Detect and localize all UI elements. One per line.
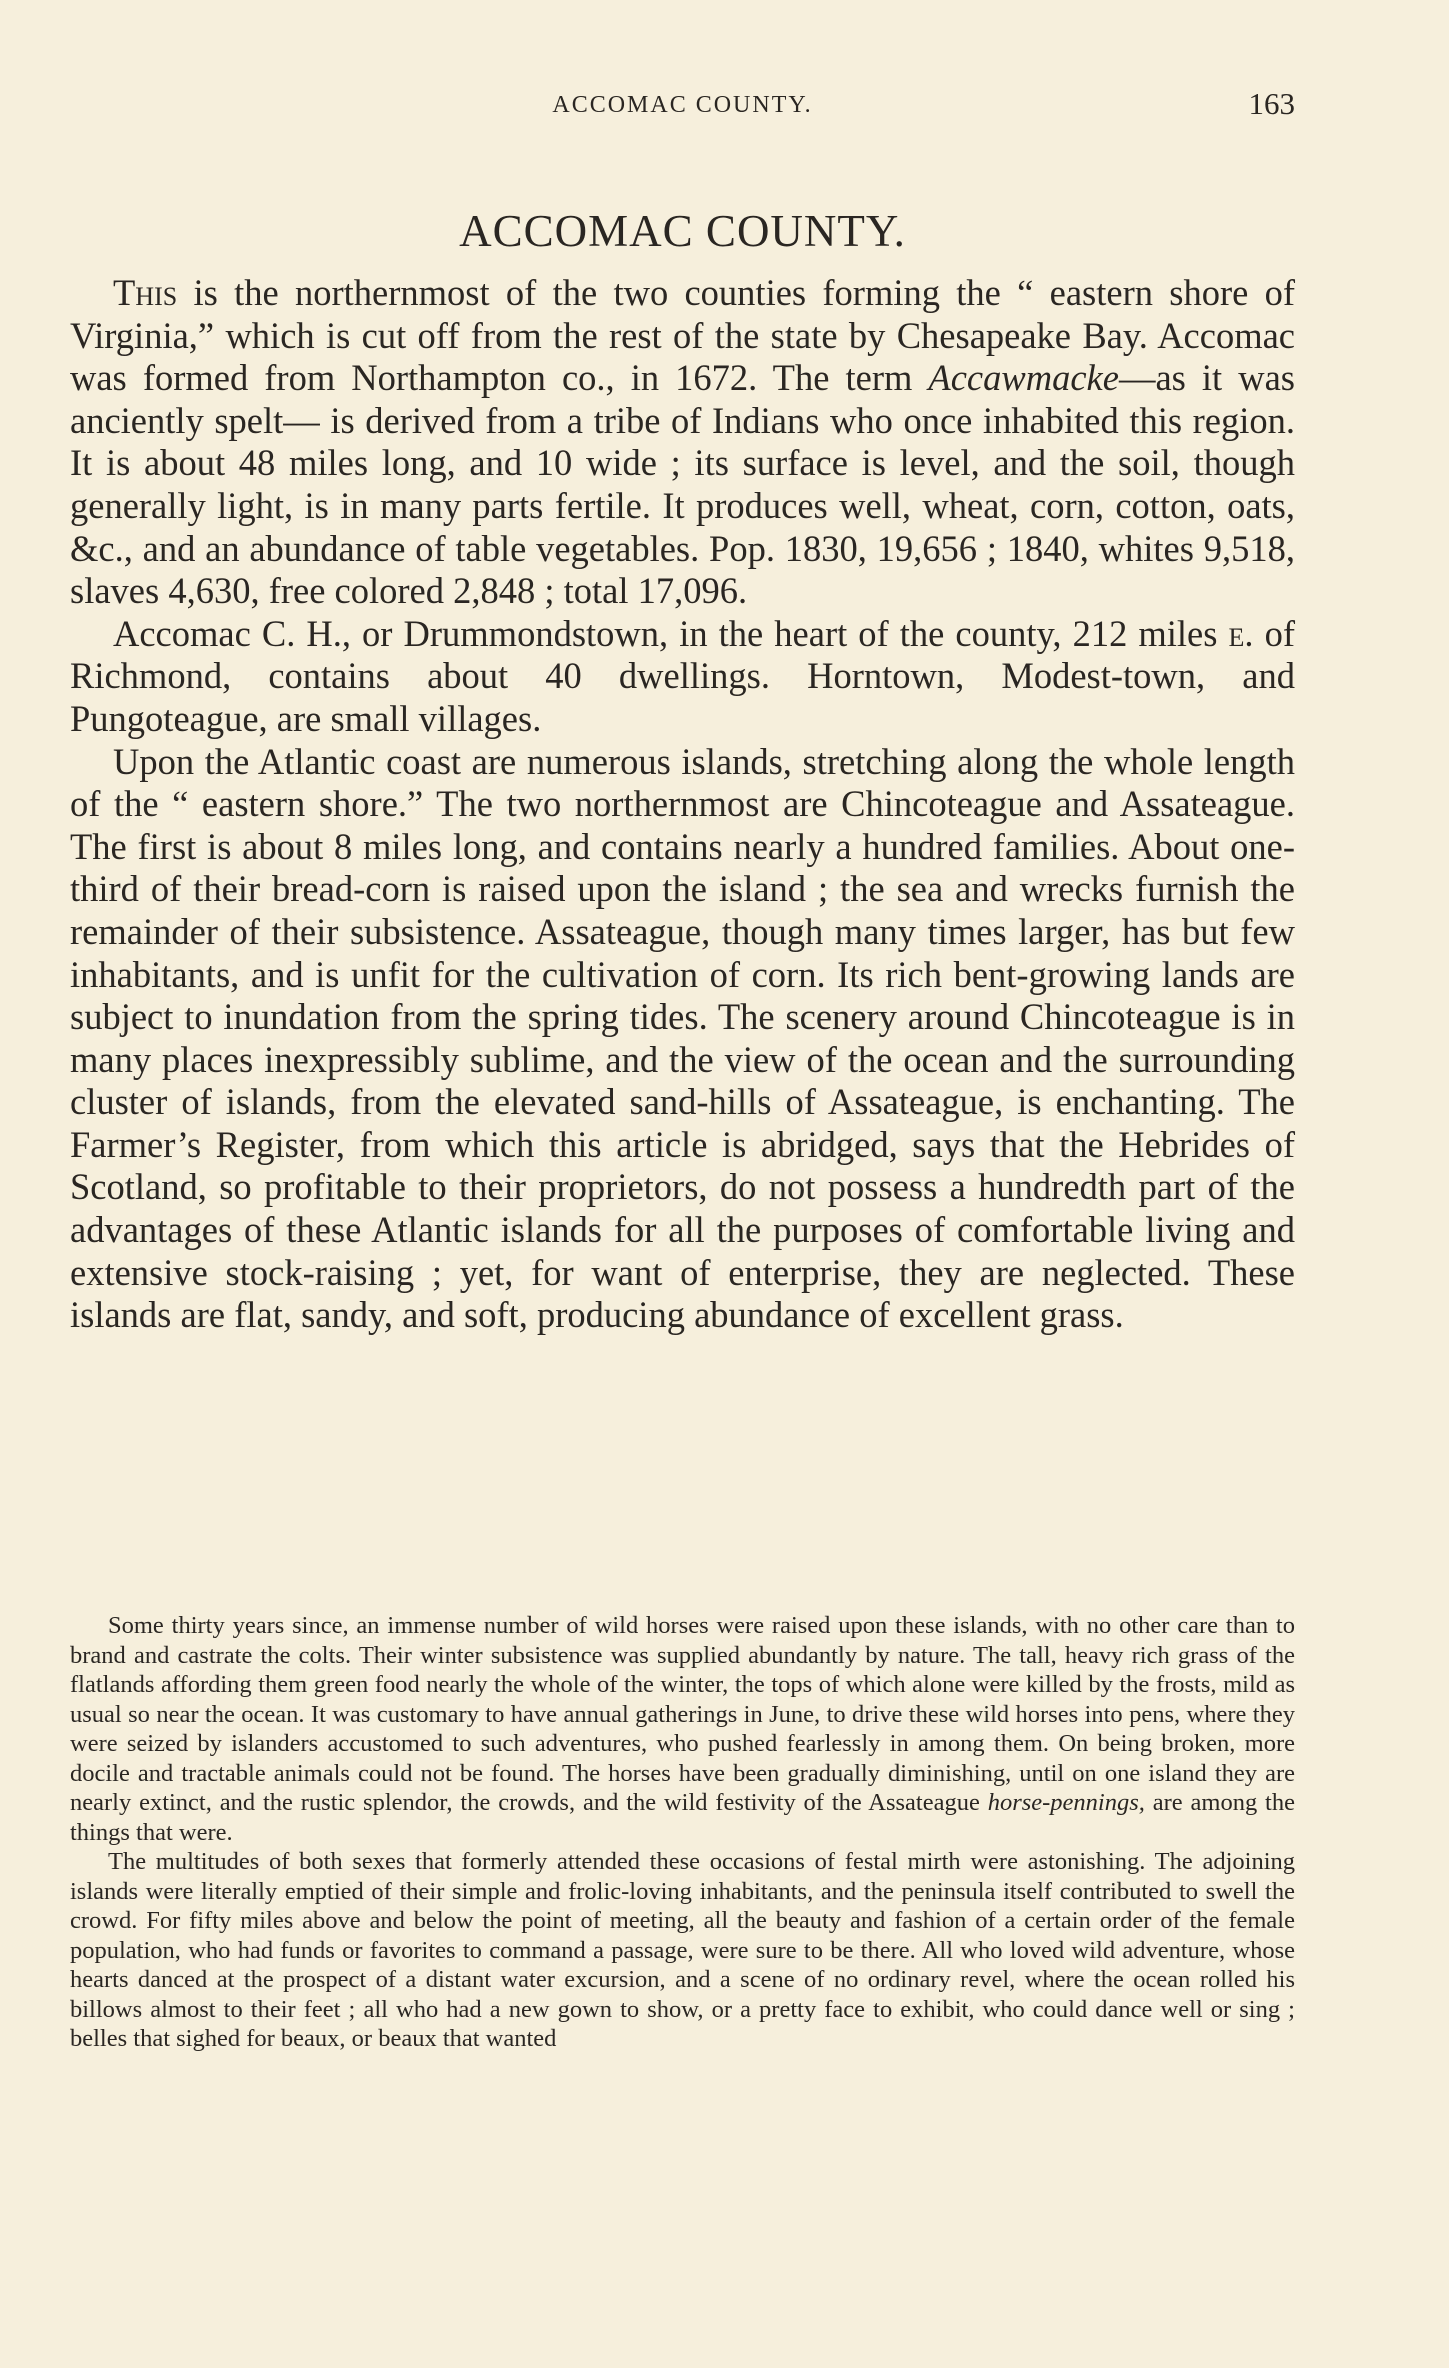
body-text-run: is the northernmost of the two counties forming the “ eastern shore of Virginia,” which is cut off from the rest of the state by Chesapeake Bay. Accomac was formed from Northampton co., in 1672. The term <box>70 272 1295 399</box>
note-text-run: The multitudes of both sexes that formerly attended these occasions of festal mirth were astonishing. The adjoining islands were literally emptied of their simple and frolic-loving inhabitants, and the peninsula itself contributed to swell the crowd. For fifty miles above and below the point of meeting, all the beauty and fashion of a certain order of the female population, who had funds or favorites to command a passage, were sure to be there. All who loved wild adventure, whose hearts danced at the prospect of a distant water excursion, and a scene of no ordinary revel, where the ocean rolled his billows almost to their feet ; all who had a new gown to show, or a pretty face to exhibit, who could dance well or sing ; belles that sighed for beaux, or beaux that wanted <box>70 1848 1295 2052</box>
note-paragraph-1 <box>70 1611 1295 1847</box>
italic-term: horse-pennings, <box>987 1789 1145 1816</box>
direction-abbrev: e. <box>1228 612 1254 654</box>
body-text-run: Accomac C. H., or Drummondstown, in the heart of the county, 212 miles <box>113 612 1229 654</box>
note-paragraph-2 <box>70 1847 1295 2054</box>
body-text-run: of Richmond, contains about 40 dwellings. Horntown, Modest-town, and Pungoteague, are small villages. <box>70 612 1295 739</box>
note-text-run: Some thirty years since, an immense number of wild horses were raised upon these islands, with no other care than to brand and castrate the colts. Their winter subsistence was supplied abundantly by nature. The tall, heavy rich grass of the flatlands affording them green food nearly the whole of the winter, the tops of which alone were killed by the frosts, mild as usual so near the ocean. It was customary to have annual gatherings in June, to drive these wild horses into pens, where they were seized by islanders accustomed to such adventures, who pushed fearlessly in among them. On being broken, more docile and tractable animals could not be found. The horses have been gradually diminishing, until on one island they are nearly extinct, and the rustic splendor, the crowds, and the wild festivity of the Assateague <box>70 1612 1295 1816</box>
small-print-text <box>70 1611 1295 2054</box>
body-paragraph-1 <box>70 272 1295 613</box>
italic-term: Accawmacke <box>928 357 1119 399</box>
note-text-run: are among the things that were. <box>70 1789 1295 1846</box>
running-head <box>70 86 1295 126</box>
body-paragraph-2 <box>70 613 1295 741</box>
lead-word: This <box>113 272 178 313</box>
body-text-run: —as it was anciently spelt— is derived from a tribe of Indians who once inhabited this region. It is about 48 miles long, and 10 wide ; its surface is level, and the soil, though generally light, is in many parts fertile. It produces well, wheat, corn, cotton, oats, &c., and an abundance of table vegetables. Pop. 1830, 19,656 ; 1840, whites 9,518, slaves 4,630, free colored 2,848 ; total 17,096. <box>70 357 1295 612</box>
page-number: 163 <box>1248 86 1295 121</box>
chapter-title: ACCOMAC COUNTY. <box>459 206 906 256</box>
body-paragraph-3 <box>70 741 1295 1337</box>
body-text-run: Upon the Atlantic coast are numerous islands, stretching along the whole length of the “ eastern shore.” The two northernmost are Chincoteague and Assateague. The first is about 8 miles long, and contains nearly a hundred families. About one-third of their bread-corn is raised upon the island ; the sea and wrecks furnish the remainder of their subsistence. Assateague, though many times larger, has but few inhabitants, and is unfit for the cultivation of corn. Its rich bent-growing lands are subject to inundation from the spring tides. The scenery around Chincoteague is in many places inexpressibly sublime, and the view of the ocean and the surrounding cluster of islands, from the elevated sand-hills of Assateague, is enchanting. The Farmer’s Register, from which this article is abridged, says that the Hebrides of Scotland, so profitable to their proprietors, do not possess a hundredth part of the advantages of these Atlantic islands for all the purposes of comfortable living and extensive stock-raising ; yet, for want of enterprise, they are neglected. These islands are flat, sandy, and soft, producing abundance of excellent grass. <box>70 740 1295 1336</box>
body-text <box>70 272 1295 1337</box>
running-title: ACCOMAC COUNTY. <box>552 92 813 118</box>
